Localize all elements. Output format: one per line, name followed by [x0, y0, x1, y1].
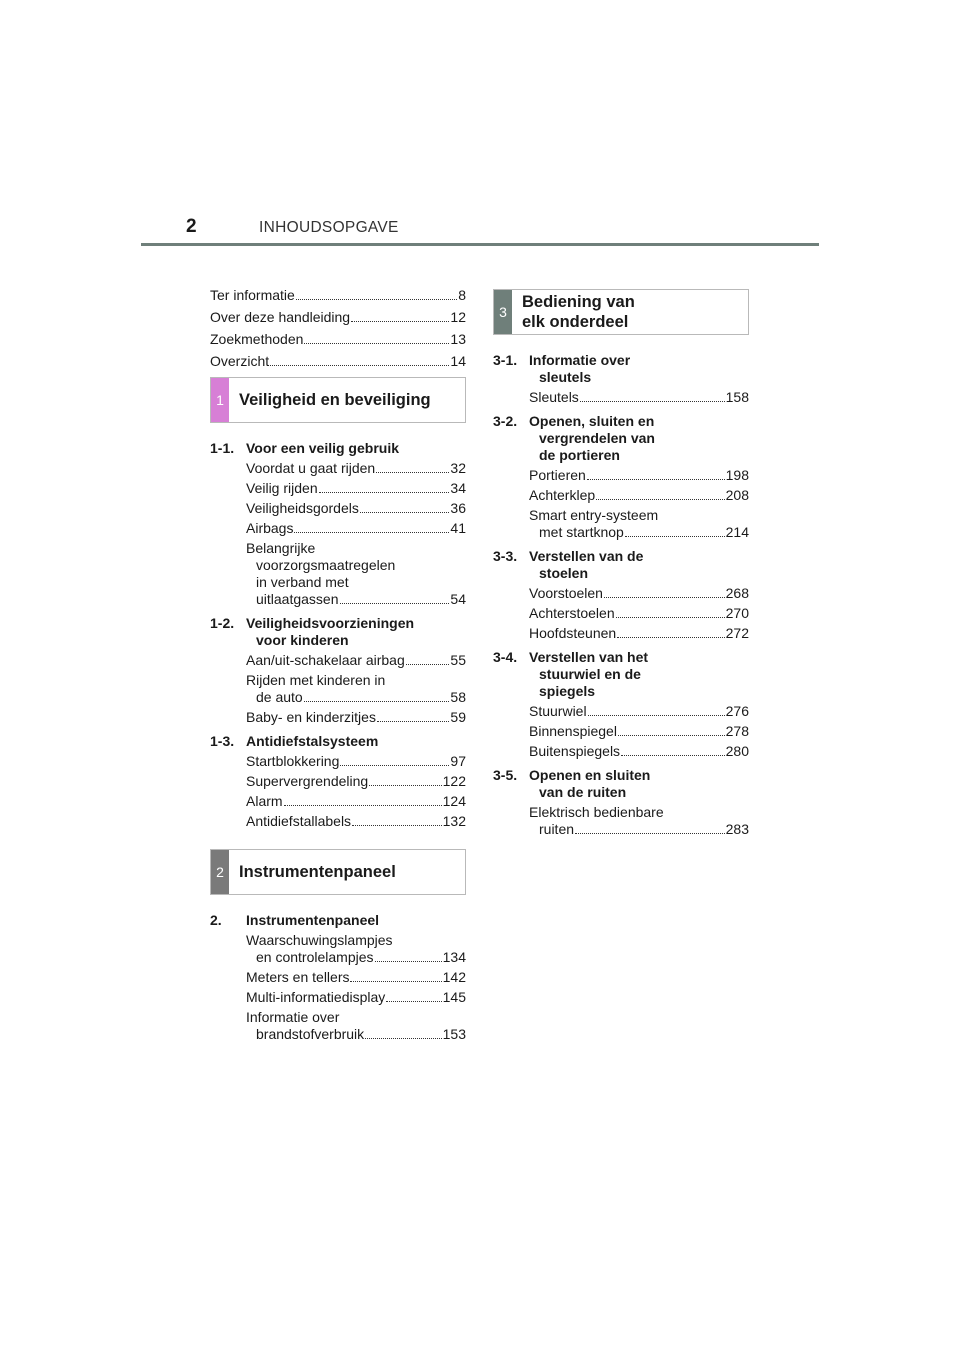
toc-entry-row-page: 41 [450, 520, 466, 536]
subsection-code: 3-2. [493, 413, 518, 429]
toc-entry [529, 585, 749, 602]
toc-entry-row-leader [284, 805, 442, 806]
toc-entry [246, 652, 466, 669]
toc-entry [246, 773, 466, 790]
section-tail-spacer [210, 1043, 466, 1055]
toc-entry-row[interactable] [246, 949, 466, 966]
toc-entry [246, 540, 466, 608]
toc-top-item-leader [296, 299, 457, 300]
toc-entry-row-leader [406, 664, 450, 665]
section-heading-2[interactable] [210, 849, 466, 895]
toc-entry-row-page: 36 [450, 500, 466, 516]
toc-entry-row-page: 55 [450, 652, 466, 668]
toc-top-item-title: Overzicht [210, 353, 270, 369]
toc-entry-row-title: Airbags [246, 520, 294, 536]
toc-entry [246, 932, 466, 966]
subsection-title-line: Instrumentenpaneel [246, 912, 380, 928]
toc-entry-row-title: Voorstoelen [529, 585, 603, 601]
section-spacer [210, 423, 466, 433]
toc-entry-row[interactable] [246, 460, 466, 477]
toc-entry [529, 625, 749, 642]
subsection-title-line: Openen, sluiten en [529, 413, 655, 429]
toc-entry [246, 500, 466, 517]
toc-entry-row-title: Aan/uit-schakelaar airbag [246, 652, 405, 668]
subsection-title-line: sleutels [539, 369, 592, 385]
toc-entry-row-title: Buitenspiegels [529, 743, 621, 759]
subsection-title-line: stuurwiel en de [539, 666, 641, 682]
toc-entry-row[interactable] [246, 709, 466, 726]
toc-entry [529, 389, 749, 406]
toc-entry-row-title: Baby- en kinderzitjes [246, 709, 376, 725]
subsection-body [246, 615, 466, 726]
subsection [493, 548, 749, 642]
toc-entry-row-title: Sleutels [529, 389, 579, 405]
toc-top-item-page: 8 [458, 287, 466, 303]
section-heading-3[interactable] [493, 289, 749, 335]
subsection-title-line: Informatie over [529, 352, 631, 368]
subsection-body [529, 352, 749, 406]
toc-entry [246, 672, 466, 706]
subsection-body [529, 649, 749, 760]
toc-entry-row-leader [340, 603, 450, 604]
toc-entry [246, 709, 466, 726]
subsection-code: 2. [210, 912, 222, 928]
toc-entry-row-title: Binnenspiegel [529, 723, 617, 739]
toc-entry [246, 460, 466, 477]
section-number-tab: 1 [211, 378, 229, 422]
toc-entry-row[interactable] [246, 1026, 466, 1043]
subsection-code: 1-2. [210, 615, 235, 631]
toc-entry-row-leader [377, 721, 449, 722]
page-header-title: INHOUDSOPGAVE [259, 219, 399, 236]
section-spacer [210, 895, 466, 905]
subsection [210, 615, 466, 726]
toc-left-column [210, 287, 466, 1055]
subsection [493, 649, 749, 760]
toc-entry-row[interactable] [246, 500, 466, 517]
toc-entry-row-title: Veiligheidsgordels [246, 500, 359, 516]
subsection-title[interactable] [246, 615, 466, 649]
toc-entry [529, 804, 749, 838]
toc-entry-row-leader [340, 765, 449, 766]
subsection-body [529, 548, 749, 642]
toc-entry-row-title: uitlaatgassen [256, 591, 339, 607]
toc-entry-line: Smart entry-systeem [529, 507, 659, 523]
toc-top-item[interactable] [210, 331, 466, 348]
toc-top-item-leader [304, 343, 449, 344]
toc-entry-line: Informatie over [246, 1009, 340, 1025]
toc-entry [529, 605, 749, 622]
toc-top-item-leader [270, 365, 449, 366]
toc-entry [529, 743, 749, 760]
subsection [493, 413, 749, 541]
toc-entry-row[interactable] [246, 793, 466, 810]
toc-entry [529, 487, 749, 504]
toc-entry-row-title: Achterstoelen [529, 605, 615, 621]
toc-entry-row-leader [365, 1038, 441, 1039]
subsection [210, 440, 466, 608]
section-number-tab: 2 [211, 850, 229, 894]
page-number: 2 [186, 216, 197, 237]
toc-entry [246, 813, 466, 830]
toc-entry [529, 703, 749, 720]
toc-entry-row[interactable] [246, 689, 466, 706]
toc-entry [246, 520, 466, 537]
toc-entry-row[interactable] [529, 743, 749, 760]
toc-entry [246, 969, 466, 986]
toc-entry-row[interactable] [529, 703, 749, 720]
toc-entry-row-leader [304, 701, 450, 702]
toc-entry-row-leader [618, 735, 725, 736]
subsection-code: 1-3. [210, 733, 235, 749]
toc-entry-row-page: 142 [442, 969, 466, 985]
toc-entry-row-page: 158 [725, 389, 749, 405]
toc-entry-row-page: 198 [725, 467, 749, 483]
subsection-title-line: vergrendelen van [539, 430, 655, 446]
toc-entry-row-page: 97 [450, 753, 466, 769]
toc-entry [529, 723, 749, 740]
toc-entry-row-leader [386, 1001, 441, 1002]
toc-entry-row-page: 58 [450, 689, 466, 705]
toc-entry-row-title: Veilig rijden [246, 480, 318, 496]
toc-entry-row[interactable] [529, 467, 749, 484]
toc-entry-row-page: 132 [442, 813, 466, 829]
subsection-title-line: Verstellen van de [529, 548, 644, 564]
subsection-title[interactable] [529, 352, 749, 386]
section-spacer [493, 335, 749, 345]
toc-entry-row[interactable] [529, 389, 749, 406]
toc-entry-row-title: Stuurwiel [529, 703, 587, 719]
toc-top-item-title: Zoekmethoden [210, 331, 304, 347]
toc-entry-row-page: 268 [725, 585, 749, 601]
subsection-title-line: Voor een veilig gebruik [246, 440, 400, 456]
toc-entry-row-leader [369, 785, 441, 786]
toc-right-column [493, 289, 749, 850]
subsection-title-line: de portieren [539, 447, 620, 463]
toc-entry-row-page: 283 [725, 821, 749, 837]
toc-entry-row-leader [294, 532, 449, 533]
toc-entry-row-leader [360, 512, 450, 513]
toc-entry-row-page: 276 [725, 703, 749, 719]
toc-entry-row-leader [587, 479, 725, 480]
toc-entry-row-title: Startblokkering [246, 753, 340, 769]
toc-entry-row-page: 32 [450, 460, 466, 476]
toc-entry-row-page: 272 [725, 625, 749, 641]
subsection-title-line: spiegels [539, 683, 596, 699]
toc-entry [246, 753, 466, 770]
toc-entry-row[interactable] [246, 969, 466, 986]
toc-entry-row-leader [604, 597, 725, 598]
toc-entry-row-page: 270 [725, 605, 749, 621]
subsection-code: 3-4. [493, 649, 518, 665]
subsection-title-line: stoelen [539, 565, 589, 581]
toc-entry-row-leader [596, 499, 724, 500]
toc-top-item-title: Ter informatie [210, 287, 295, 303]
subsection [210, 912, 466, 1043]
toc-entry-row-title: Meters en tellers [246, 969, 350, 985]
toc-entry-row-leader [625, 536, 725, 537]
subsection [493, 767, 749, 838]
subsection-title-line: Openen en sluiten [529, 767, 651, 783]
toc-entry-line: in verband met [256, 574, 349, 590]
toc-entry-row[interactable] [529, 524, 749, 541]
toc-top-item[interactable] [210, 309, 466, 326]
toc-entry-row-title: Alarm [246, 793, 283, 809]
subsection-code: 1-1. [210, 440, 235, 456]
section-title: Veiligheid en beveiliging [239, 391, 431, 409]
toc-entry-row[interactable] [529, 625, 749, 642]
toc-entry-row-leader [375, 961, 442, 962]
toc-entry-row-page: 134 [442, 949, 466, 965]
toc-entry [246, 1009, 466, 1043]
section-title: Bediening van elk onderdeel [522, 293, 635, 331]
subsection-title[interactable] [529, 548, 749, 582]
toc-top-item[interactable] [210, 353, 466, 370]
subsection-title[interactable] [246, 440, 466, 457]
toc-entry-row[interactable] [529, 605, 749, 622]
toc-entry-row-title: Supervergrendeling [246, 773, 369, 789]
toc-entry [246, 480, 466, 497]
toc-entry-row-leader [616, 617, 725, 618]
toc-entry-row-page: 34 [450, 480, 466, 496]
toc-top-item-page: 13 [450, 331, 466, 347]
toc-entry-line: voorzorgsmaatregelen [256, 557, 396, 573]
toc-entry-row-leader [588, 715, 725, 716]
subsection [210, 733, 466, 830]
subsection-title[interactable] [529, 413, 749, 464]
subsection-title[interactable] [529, 649, 749, 700]
toc-entry-row-title: Multi-informatiedisplay [246, 989, 386, 1005]
subsection-code: 3-1. [493, 352, 518, 368]
section-tail-spacer [210, 830, 466, 842]
toc-entry-row-leader [575, 833, 725, 834]
subsection-title[interactable] [529, 767, 749, 801]
section-heading-1[interactable] [210, 377, 466, 423]
toc-entry-row[interactable] [246, 591, 466, 608]
toc-entry-row-page: 124 [442, 793, 466, 809]
toc-entry-row[interactable] [529, 821, 749, 838]
header-rule [141, 243, 819, 246]
toc-entry-row[interactable] [246, 753, 466, 770]
toc-entry-row-leader [350, 981, 441, 982]
toc-top-item-leader [351, 321, 449, 322]
toc-entry-line: Elektrisch bedienbare [529, 804, 664, 820]
toc-entry-row-leader [319, 492, 450, 493]
toc-entry-row-title: Portieren [529, 467, 586, 483]
section-number-tab: 3 [494, 290, 512, 334]
toc-top-item-page: 12 [450, 309, 466, 325]
toc-entry-row[interactable] [246, 520, 466, 537]
subsection-code: 3-5. [493, 767, 518, 783]
section-tail-spacer [493, 838, 749, 850]
toc-entry-row[interactable] [246, 813, 466, 830]
subsection-body [529, 413, 749, 541]
toc-entry-row-leader [580, 401, 725, 402]
toc-entry-line: Belangrijke [246, 540, 316, 556]
toc-entry-row-title: ruiten [539, 821, 575, 837]
toc-entry-row-title: Voordat u gaat rijden [246, 460, 376, 476]
toc-entry-row-title: de auto [256, 689, 303, 705]
subsection [493, 352, 749, 406]
toc-entry [529, 467, 749, 484]
toc-entry [246, 989, 466, 1006]
toc-entry-row-title: Hoofdsteunen [529, 625, 617, 641]
toc-entry-row-page: 153 [442, 1026, 466, 1042]
subsection-body [246, 912, 466, 1043]
subsection-body [246, 733, 466, 830]
toc-entry-row-page: 59 [450, 709, 466, 725]
subsection-title[interactable] [246, 733, 466, 750]
subsection-title-line: Verstellen van het [529, 649, 649, 665]
toc-entry [246, 793, 466, 810]
toc-entry-row[interactable] [529, 487, 749, 504]
subsection-title-line: voor kinderen [256, 632, 349, 648]
toc-entry-row-page: 278 [725, 723, 749, 739]
subsection-code: 3-3. [493, 548, 518, 564]
toc-entry-row-title: Antidiefstallabels [246, 813, 352, 829]
toc-entry-row-leader [352, 825, 442, 826]
toc-top-item-page: 14 [450, 353, 466, 369]
toc-entry-row-title: met startknop [539, 524, 624, 540]
toc-entry-row[interactable] [246, 652, 466, 669]
subsection-title-line: Antidiefstalsysteem [246, 733, 379, 749]
toc-entry-row-page: 280 [725, 743, 749, 759]
toc-top-item-title: Over deze handleiding [210, 309, 351, 325]
subsection-body [529, 767, 749, 838]
toc-entry-row-page: 145 [442, 989, 466, 1005]
toc-entry-row-page: 122 [442, 773, 466, 789]
toc-entry-row-page: 54 [450, 591, 466, 607]
section-title: Instrumentenpaneel [239, 863, 396, 881]
toc-entry-row-leader [617, 637, 724, 638]
toc-entry-row[interactable] [529, 723, 749, 740]
subsection-title[interactable] [246, 912, 466, 929]
toc-entry-row-leader [376, 472, 449, 473]
toc-top-item[interactable] [210, 287, 466, 304]
toc-entry-row-page: 214 [725, 524, 749, 540]
toc-entry-row[interactable] [529, 585, 749, 602]
toc-entry-row[interactable] [246, 480, 466, 497]
subsection-title-line: van de ruiten [539, 784, 627, 800]
toc-entry-line: Rijden met kinderen in [246, 672, 386, 688]
toc-entry-row-title: Achterklep [529, 487, 596, 503]
subsection-title-line: Veiligheidsvoorzieningen [246, 615, 415, 631]
toc-entry-row[interactable] [246, 989, 466, 1006]
toc-entry-row[interactable] [246, 773, 466, 790]
toc-entry-row-title: brandstofverbruik [256, 1026, 365, 1042]
toc-entry-row-leader [621, 755, 725, 756]
subsection-body [246, 440, 466, 608]
toc-entry-line: Waarschuwingslampjes [246, 932, 393, 948]
toc-entry-row-page: 208 [725, 487, 749, 503]
toc-entry-row-title: en controlelampjes [256, 949, 374, 965]
toc-entry [529, 507, 749, 541]
